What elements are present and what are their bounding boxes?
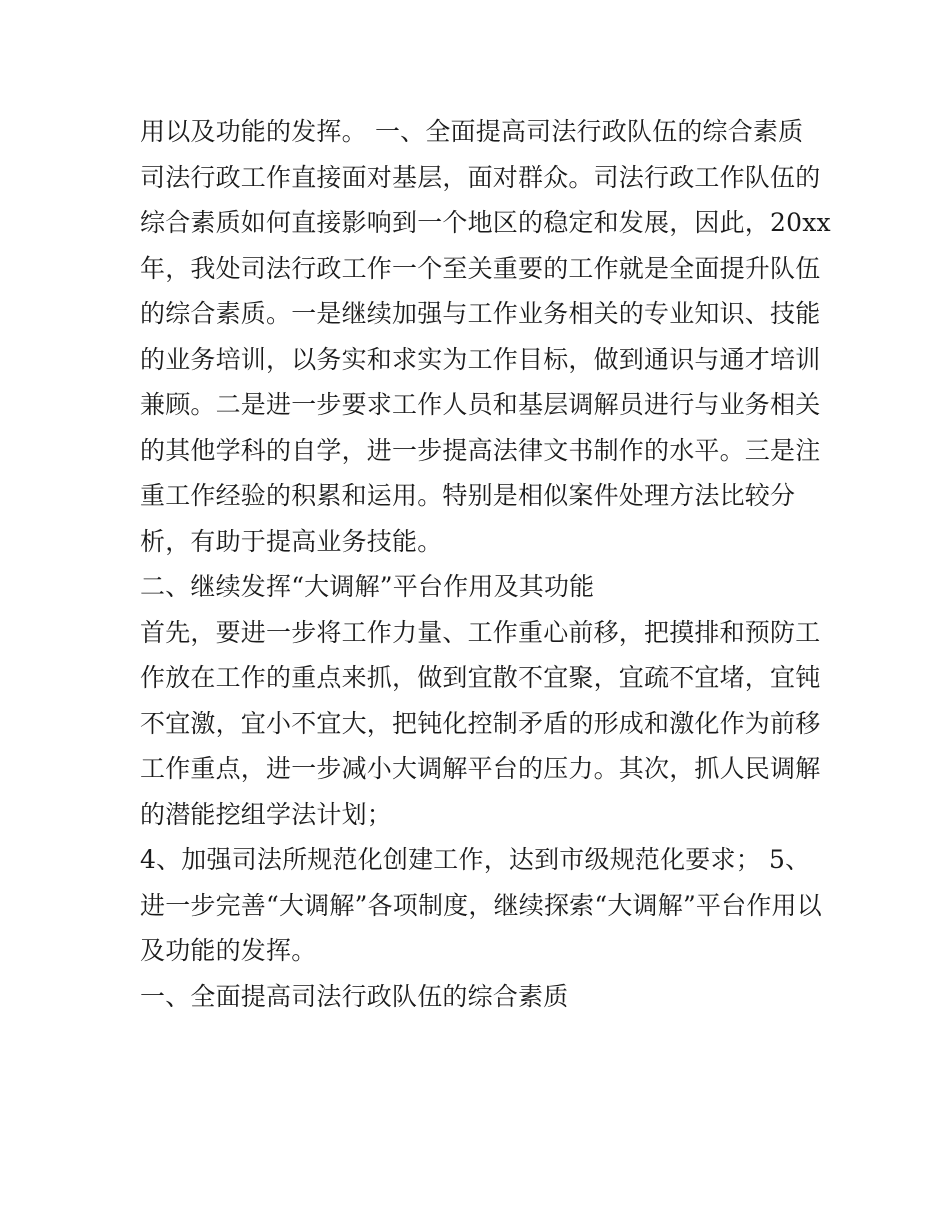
text-line: 的其他学科的自学，进一步提高法律文书制作的水平。三是注: [140, 435, 821, 465]
section-heading: 一、全面提高司法行政队伍的综合素质: [140, 981, 569, 1011]
text-line: 司法行政工作直接面对基层，面对群众。司法行政工作队伍的: [140, 162, 821, 192]
text-line: 兼顾。二是进一步要求工作人员和基层调解员进行与业务相关: [140, 390, 821, 419]
text-line: 工作重点，进一步减小大调解平台的压力。其次，抓人民调解: [140, 754, 821, 783]
document-body: [140, 109, 830, 1019]
text-line: 首先，要进一步将工作力量、工作重心前移，把摸排和预防工: [140, 617, 821, 647]
text-line: 用以及功能的发挥。 一、全面提高司法行政队伍的综合素质: [140, 117, 804, 146]
text-line: 的潜能挖组学法计划；: [140, 799, 393, 829]
text-line: 综合素质如何直接影响到一个地区的稳定和发展，因此，20xx: [140, 208, 831, 237]
text-line: 的综合素质。一是继续加强与工作业务相关的专业知识、技能: [140, 299, 821, 328]
text-line: 不宜激，宜小不宜大，把钝化控制矛盾的形成和激化作为前移: [140, 708, 821, 738]
text-line: 重工作经验的积累和运用。特别是相似案件处理方法比较分: [140, 481, 796, 510]
text-line: 的业务培训，以务实和求实为工作目标，做到通识与通才培训: [140, 344, 821, 374]
text-line: 作放在工作的重点来抓，做到宜散不宜聚，宜疏不宜堵，宜钝: [140, 663, 821, 692]
text-line: 析，有助于提高业务技能。: [140, 526, 443, 556]
section-heading: 二、继续发挥“大调解”平台作用及其功能: [140, 572, 595, 601]
text-line: 4、加强司法所规范化创建工作，达到市级规范化要求； 5、: [140, 845, 811, 874]
text-line: 进一步完善“大调解”各项制度，继续探索“大调解”平台作用以: [140, 890, 822, 920]
text-line: 及功能的发挥。: [140, 936, 317, 965]
text-line: 年，我处司法行政工作一个至关重要的工作就是全面提升队伍: [140, 253, 821, 283]
